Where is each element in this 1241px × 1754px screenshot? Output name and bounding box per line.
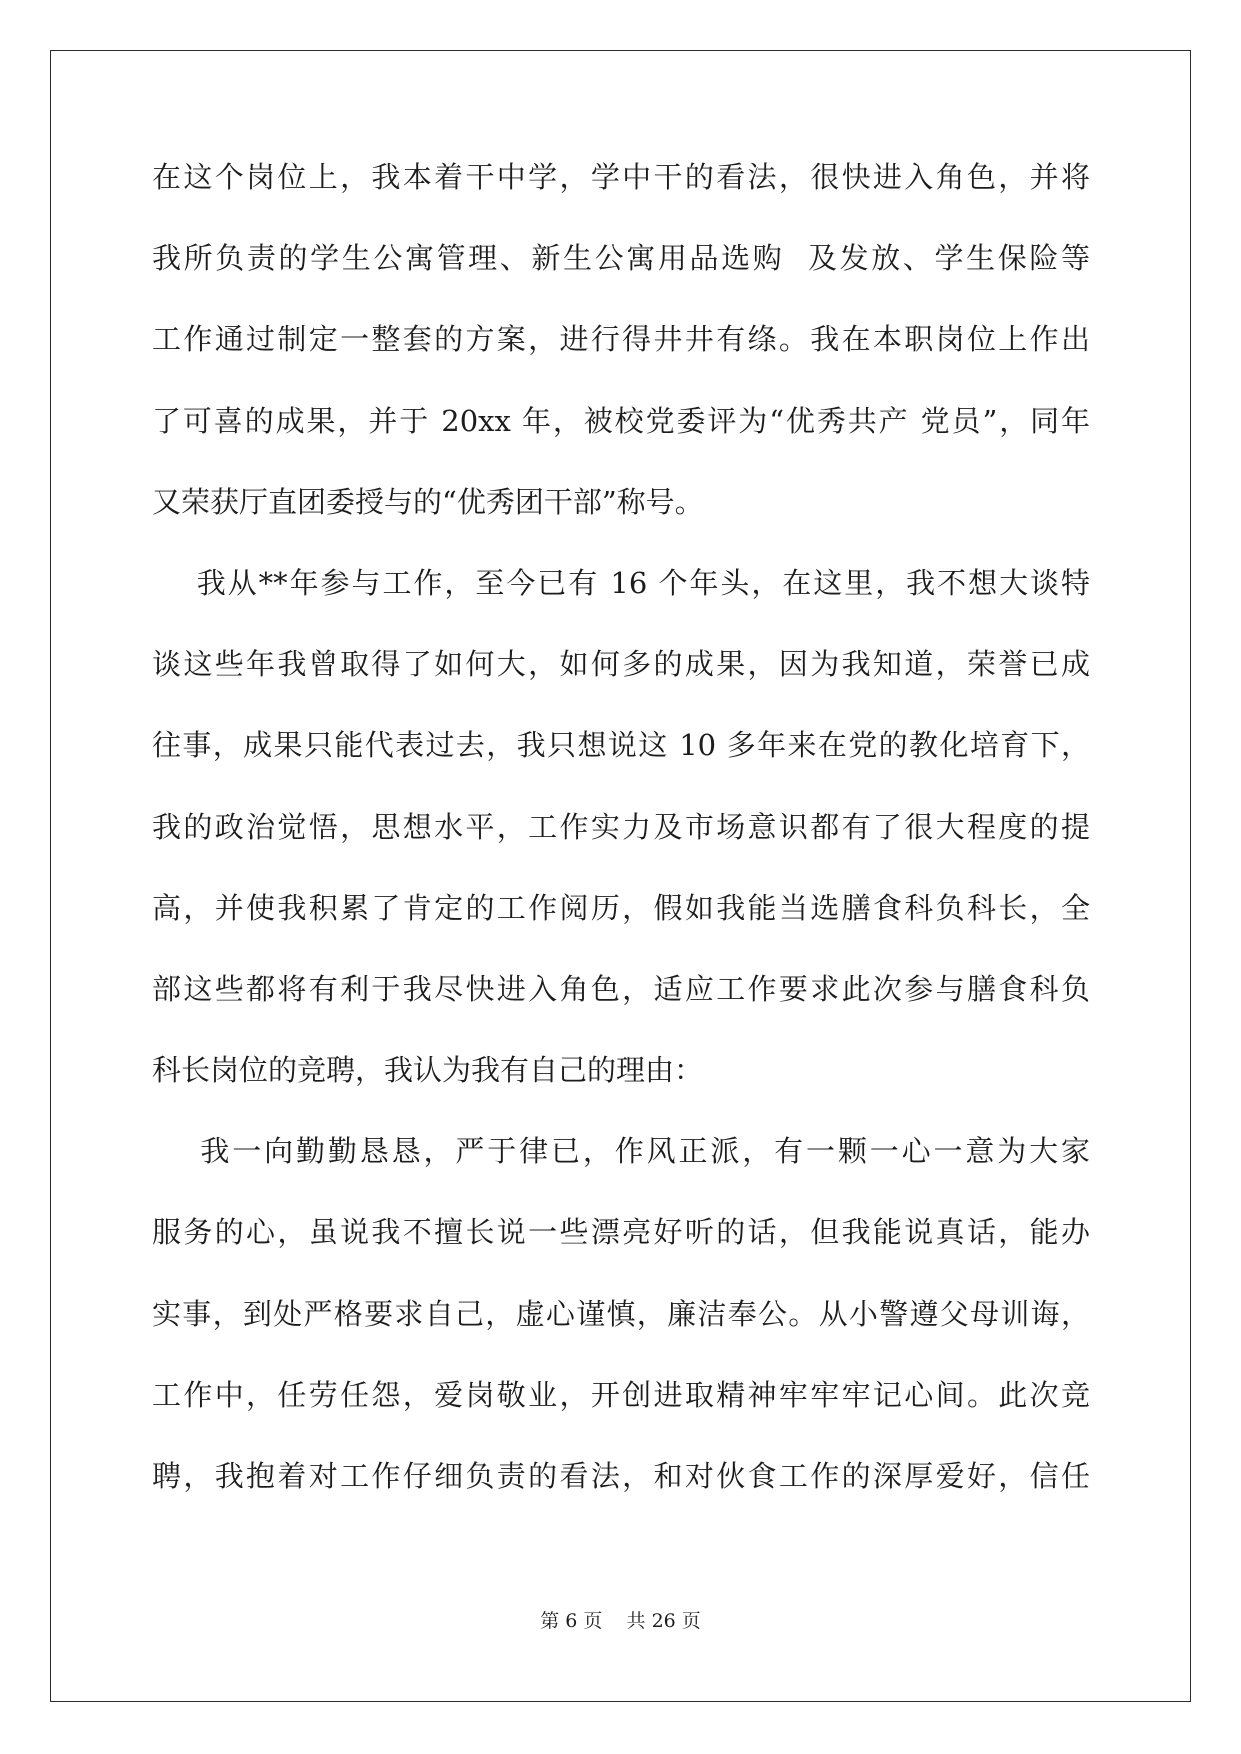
text-line: 工作通过制定一整套的方案，进行得井井有绦。我在本职岗位上作出 [152,322,1090,357]
text-line: 聘，我抱着对工作仔细负责的看法，和对伙食工作的深厚爱好，信任 [152,1459,1090,1493]
text-line: 我所负责的学生公寓管理、新生公寓用品选购 及发放、学生保险等 [152,241,1090,276]
text-line: 实事，到处严格要求自己，虚心谨慎，廉洁奉公。从小警遵父母训诲， [152,1296,1090,1331]
text-line: 服务的心，虽说我不擅长说一些漂亮好听的话，但我能说真话，能办 [152,1215,1090,1250]
text-line: 部这些都将有利于我尽快进入角色，适应工作要求此次参与膳食科负 [152,971,1090,1006]
text-line: 在这个岗位上，我本着干中学，学中干的看法，很快进入角色，并将 [152,160,1090,194]
text-line: 谈这些年我曾取得了如何大，如何多的成果，因为我知道，荣誉已成 [152,647,1090,682]
text-line: 我的政治觉悟，思想水平，工作实力及市场意识都有了很大程度的提 [152,809,1090,844]
text-line: 我从**年参与工作，至今已有 16 个年头，在这里，我不想大谈特 [152,565,1090,600]
text-line: 工作中，任劳任怨，爱岗敬业，开创进取精神牢牢牢记心间。此次竞 [152,1377,1090,1412]
page-footer: 第 6 页 共 26 页 [540,1610,701,1632]
text-line: 我一向勤勤恳恳，严于律已，作风正派，有一颗一心一意为大家 [152,1134,1090,1169]
text-line: 科长岗位的竞聘，我认为我有自己的理由： [152,1053,704,1088]
text-line: 高，并使我积累了肯定的工作阅历，假如我能当选膳食科负科长，全 [152,890,1090,925]
text-line: 又荣获厅直团委授与的“优秀团干部”称号。 [152,484,704,519]
text-line: 了可喜的成果，并于 20xx 年，被校党委评为“优秀共产 党员”，同年 [152,403,1090,438]
document-body [152,157,1090,1537]
text-line: 往事，成果只能代表过去，我只想说这 10 多年来在党的教化培育下， [152,728,1090,763]
